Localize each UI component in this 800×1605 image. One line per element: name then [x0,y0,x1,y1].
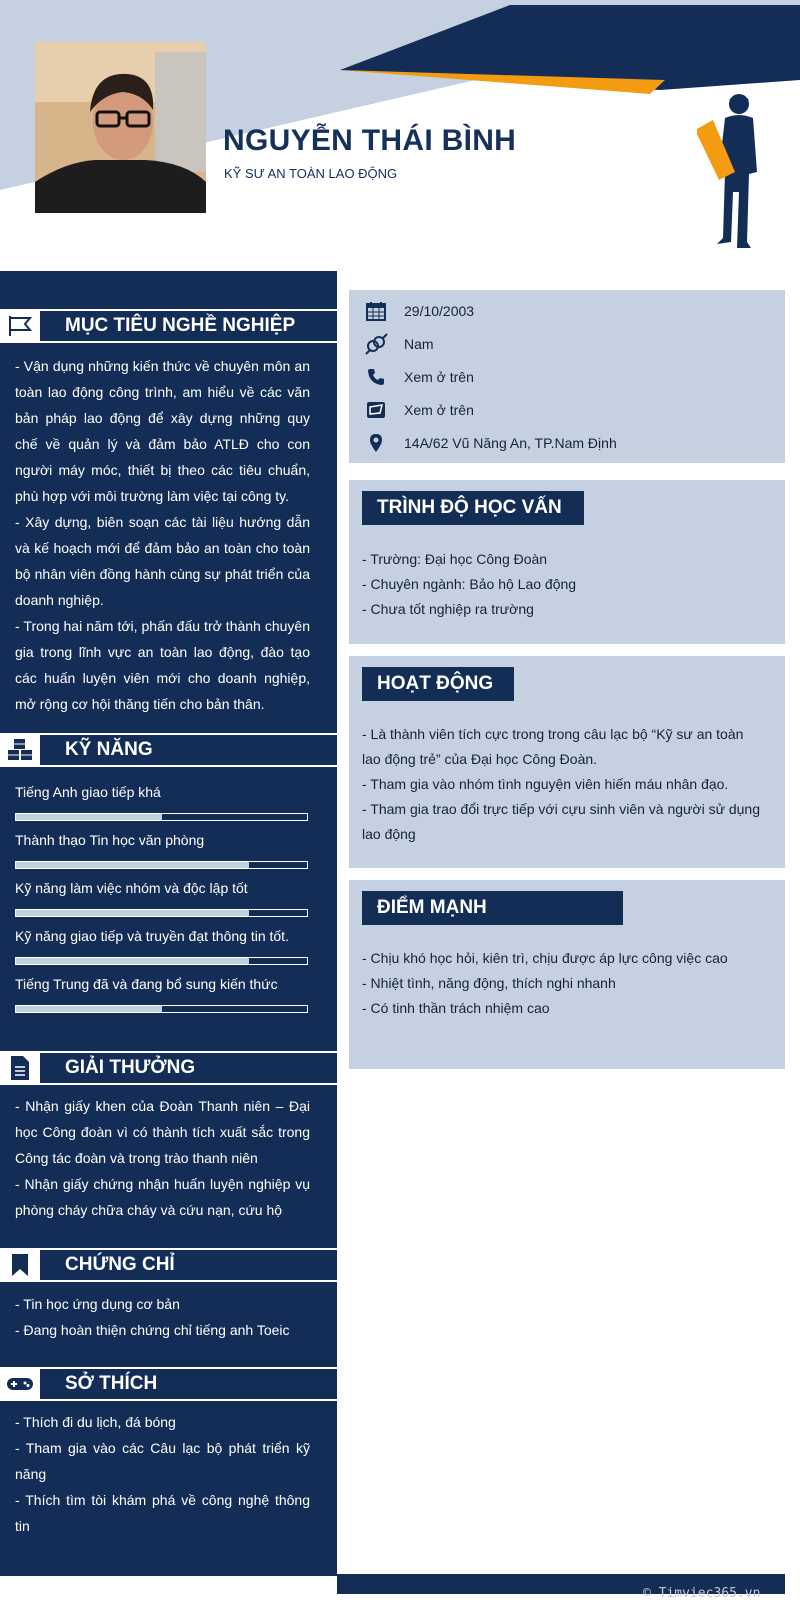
left-sidebar [0,271,337,1576]
objective-title: MỤC TIÊU NGHỀ NGHIỆP [65,315,296,336]
hobbies-text [15,1409,310,1539]
watermark: © Timviec365.vn [643,1586,761,1601]
activities-text [362,722,762,847]
award-paragraph: - Nhận giấy khen của Đoàn Thanh niên – Đại học Công đoàn vì có thành tích xuất sắc trong Công tác đoàn và trong trào thanh niên [15,1098,310,1166]
hobbies-title: SỞ THÍCH [65,1373,158,1394]
skill-item [15,783,308,821]
skill-bar-fill [16,862,249,868]
skill-bar [15,861,308,869]
phone-text: Xem ở trên [404,369,474,385]
candidate-name: NGUYỄN THÁI BÌNH [223,124,517,157]
profile-photo [35,42,206,213]
skill-item [15,879,308,917]
certificates-title: CHỨNG CHỈ [65,1254,175,1275]
skill-label: Thành thạo Tin học văn phòng [15,832,205,848]
education-title: TRÌNH ĐỘ HỌC VẤN [362,491,584,525]
strengths-panel [349,880,785,1069]
skill-bar-fill [16,1006,162,1012]
skill-item [15,975,308,1013]
birthday-text: 29/10/2003 [404,303,475,319]
bookmark-icon [0,1248,40,1282]
certificates-text [15,1291,310,1343]
awards-header [0,1051,337,1085]
hobby-paragraph: - Thích tìm tòi khám phá về công nghệ thông tin [15,1492,310,1534]
hobbies-header [0,1367,337,1401]
education-paragraph: - Chuyên ngành: Bảo hộ Lao động [362,576,577,592]
worker-silhouette-icon [697,92,767,252]
education-text [362,547,762,622]
skill-label: Kỹ năng làm việc nhóm và độc lập tốt [15,880,248,896]
calendar-icon [364,299,388,323]
objective-paragraph: - Vận dụng những kiến thức về chuyên môn an toàn lao động công trình, am hiểu về các văn bản pháp lao động để xây dựng những quy chế về quản lý và đảm bảo ATLĐ cho con người máy móc, thiết bị theo các tiêu chuẩn, phù hợp với môi trường làm việc tại công ty. [15,358,310,504]
skill-bar [15,1005,308,1013]
phone-icon [364,365,388,389]
cubes-icon [0,733,40,767]
hobby-paragraph: - Tham gia vào các Câu lạc bộ phát triển kỹ năng [15,1440,310,1482]
objective-text [15,353,310,717]
email-text: Xem ở trên [404,402,474,418]
job-title: KỸ SƯ AN TOÀN LAO ĐỘNG [224,166,398,181]
strengths-text [362,946,762,1021]
skill-bar [15,957,308,965]
skill-bar-fill [16,814,162,820]
gender-icon [364,332,388,356]
activities-title: HOẠT ĐỘNG [362,667,514,701]
contact-row-birthday [364,299,475,323]
awards-title: GIẢI THƯỞNG [65,1057,196,1078]
objective-paragraph: - Trong hai năm tới, phấn đấu trở thành chuyên gia trong lĩnh vực an toàn lao động, đào tạo các huấn luyện viên mới cho doanh nghiệp, mở rộng cơ hội thăng tiến cho bản thân. [15,618,310,712]
strength-paragraph: - Chịu khó học hỏi, kiên trì, chịu được áp lực công việc cao [362,950,728,966]
contact-row-email [364,398,474,422]
skill-item [15,927,308,965]
flag-icon [0,309,40,343]
certificate-paragraph: - Tin học ứng dụng cơ bản [15,1296,180,1312]
education-paragraph: - Chưa tốt nghiệp ra trường [362,601,534,617]
activities-panel [349,656,785,868]
award-paragraph: - Nhận giấy chứng nhận huấn luyện nghiệp vụ phòng cháy chữa cháy và cứu nạn, cứu hộ [15,1176,310,1218]
activity-paragraph: - Tham gia vào nhóm tình nguyện viên hiến máu nhân đạo. [362,776,729,792]
skills-title: KỸ NĂNG [65,739,153,760]
skill-bar-fill [16,910,249,916]
strength-paragraph: - Có tinh thần trách nhiệm cao [362,1000,550,1016]
contact-row-phone [364,365,474,389]
education-panel [349,480,785,644]
contact-row-address [364,431,617,455]
email-icon [364,398,388,422]
skill-label: Tiếng Anh giao tiếp khá [15,784,161,800]
skill-bar [15,909,308,917]
contact-panel [349,290,785,463]
activity-paragraph: - Là thành viên tích cực trong trong câu lạc bộ “Kỹ sư an toàn lao động trẻ” của Đại học Công Đoàn. [362,726,744,767]
skill-label: Kỹ năng giao tiếp và truyền đạt thông tin tốt. [15,928,289,944]
certificates-header [0,1248,337,1282]
skill-label: Tiếng Trung đã và đang bổ sung kiến thức [15,976,278,992]
awards-text [15,1093,310,1223]
location-pin-icon [364,431,388,455]
gender-text: Nam [404,336,434,352]
strength-paragraph: - Nhiệt tình, năng động, thích nghi nhanh [362,975,616,991]
skill-bar-fill [16,958,249,964]
skill-bar [15,813,308,821]
objective-paragraph: - Xây dựng, biên soạn các tài liệu hướng dẫn và kế hoạch mới để đảm bảo an toàn cho toàn bộ nhân viên đồng hành cùng sự phát triển của doanh nghiệp. [15,514,310,608]
objective-header [0,309,337,343]
hobby-paragraph: - Thích đi du lịch, đá bóng [15,1414,176,1430]
contact-row-gender [364,332,434,356]
certificate-paragraph: - Đang hoàn thiện chứng chỉ tiếng anh Toeic [15,1322,290,1338]
education-paragraph: - Trường: Đại học Công Đoàn [362,551,548,567]
activity-paragraph: - Tham gia trao đổi trực tiếp với cựu sinh viên và người sử dụng lao động [362,801,760,842]
address-text: 14A/62 Vũ Năng An, TP.Nam Định [404,435,617,451]
skills-header [0,733,337,767]
document-icon [0,1051,40,1085]
strengths-title: ĐIỂM MẠNH [362,891,623,925]
skill-item [15,831,308,869]
gamepad-icon [0,1367,40,1401]
